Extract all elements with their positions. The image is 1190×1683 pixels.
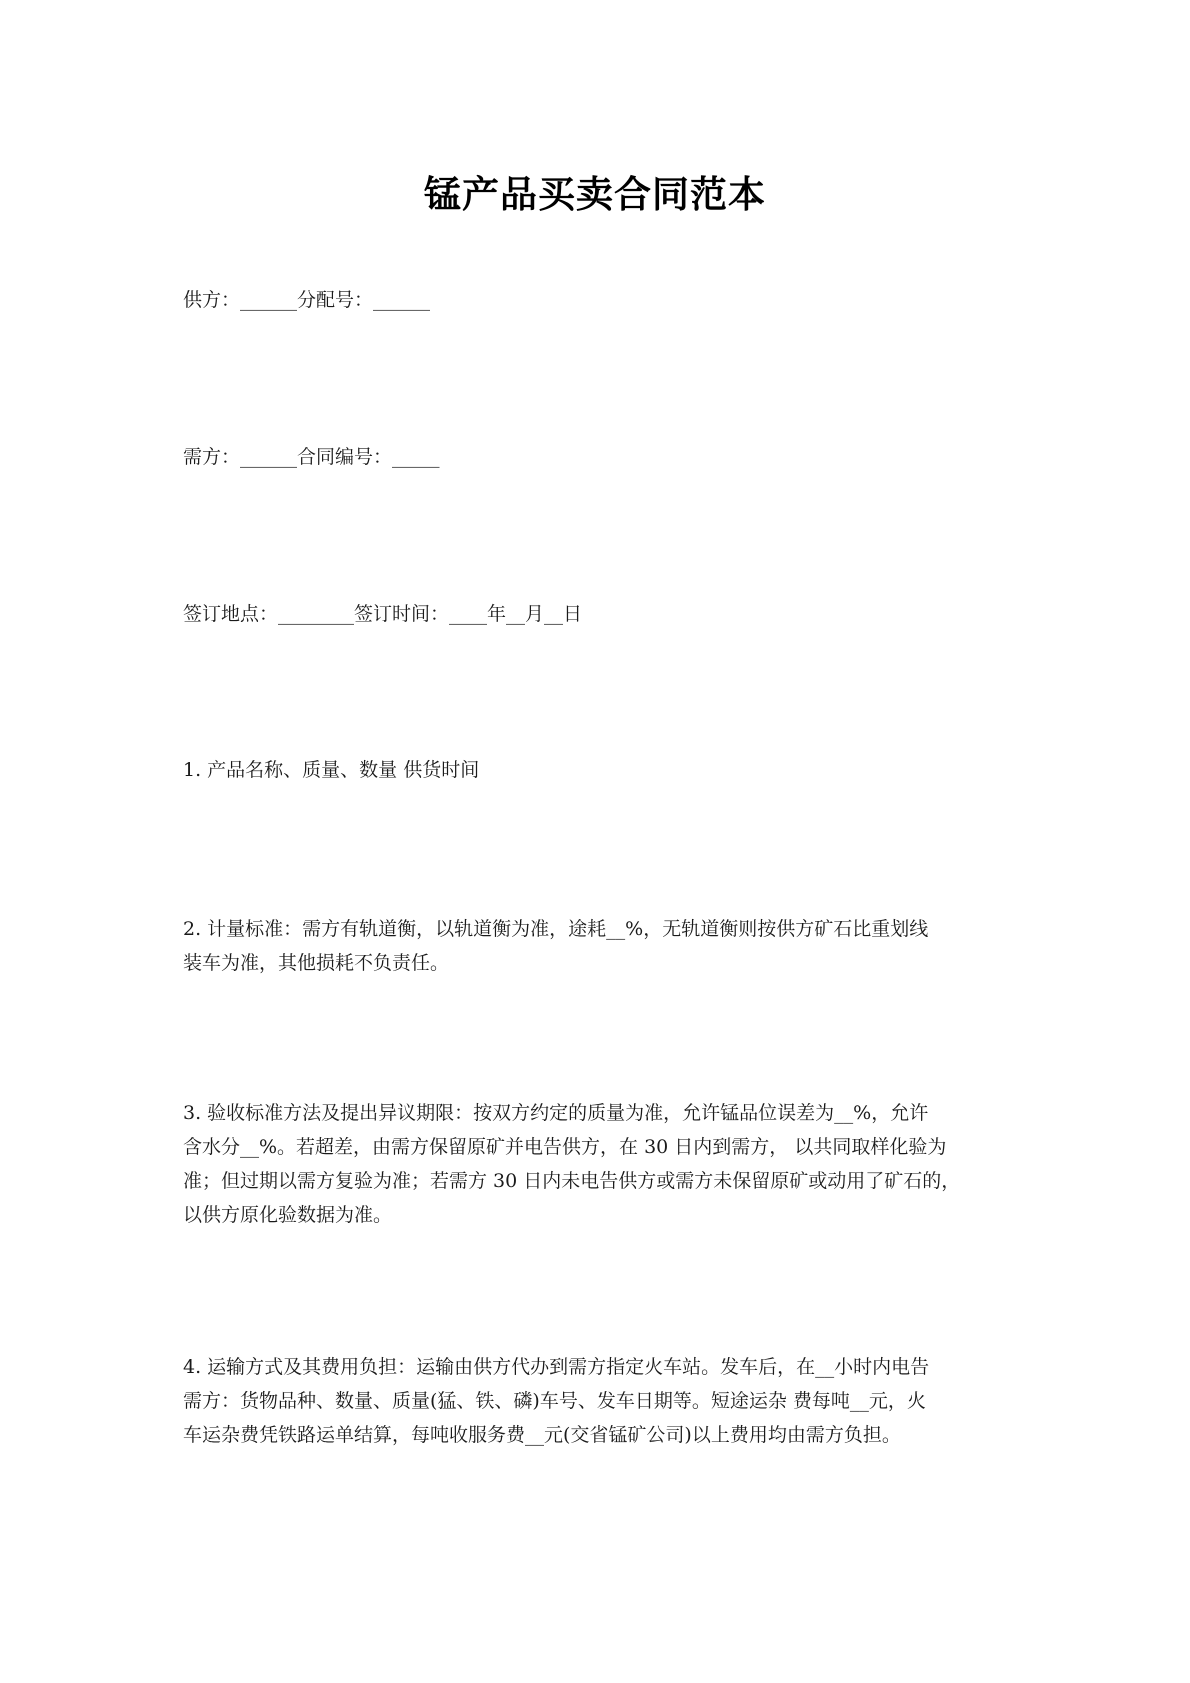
- clause-3-line-3: 准；但过期以需方复验为准；若需方 30 日内未电告供方或需方未保留原矿或动用了矿石的，: [183, 1170, 961, 1192]
- clause-2: [183, 912, 1033, 980]
- clause-2-line-1: 2. 计量标准：需方有轨道衡，以轨道衡为准，途耗__%，无轨道衡则按供方矿石比重划线: [183, 918, 929, 940]
- clause-3: [183, 1096, 1033, 1232]
- buyer-line: 需方：______合同编号：_____: [183, 446, 440, 468]
- supplier-line: 供方：______分配号：______: [183, 289, 431, 311]
- clause-3-line-1: 3. 验收标准方法及提出异议期限：按双方约定的质量为准，允许锰品位误差为__%，允许: [183, 1102, 929, 1124]
- clause-4-line-3: 车运杂费凭铁路运单结算，每吨收服务费__元(交省锰矿公司)以上费用均由需方负担。: [183, 1424, 901, 1446]
- clause-3-line-2: 含水分__%。若超差，由需方保留原矿并电告供方，在 30 日内到需方， 以共同取样化验为: [183, 1136, 947, 1158]
- clause-3-line-4: 以供方原化验数据为准。: [183, 1204, 393, 1226]
- document-title: 锰产品买卖合同范本: [424, 172, 766, 216]
- signing-line: 签订地点：________签订时间：____年__月__日: [183, 603, 583, 625]
- clause-4-line-2: 需方：货物品种、数量、质量(猛、铁、磷)车号、发车日期等。短途运杂 费每吨__元，火: [183, 1390, 926, 1412]
- clause-1: [183, 753, 1033, 787]
- clause-4-line-1: 4. 运输方式及其费用负担：运输由供方代办到需方指定火车站。发车后，在__小时内电告: [183, 1356, 930, 1378]
- clause-2-line-2: 装车为准，其他损耗不负责任。: [183, 952, 450, 974]
- clause-1-line-1: 1. 产品名称、质量、数量 供货时间: [183, 759, 480, 781]
- clause-4: [183, 1350, 1033, 1452]
